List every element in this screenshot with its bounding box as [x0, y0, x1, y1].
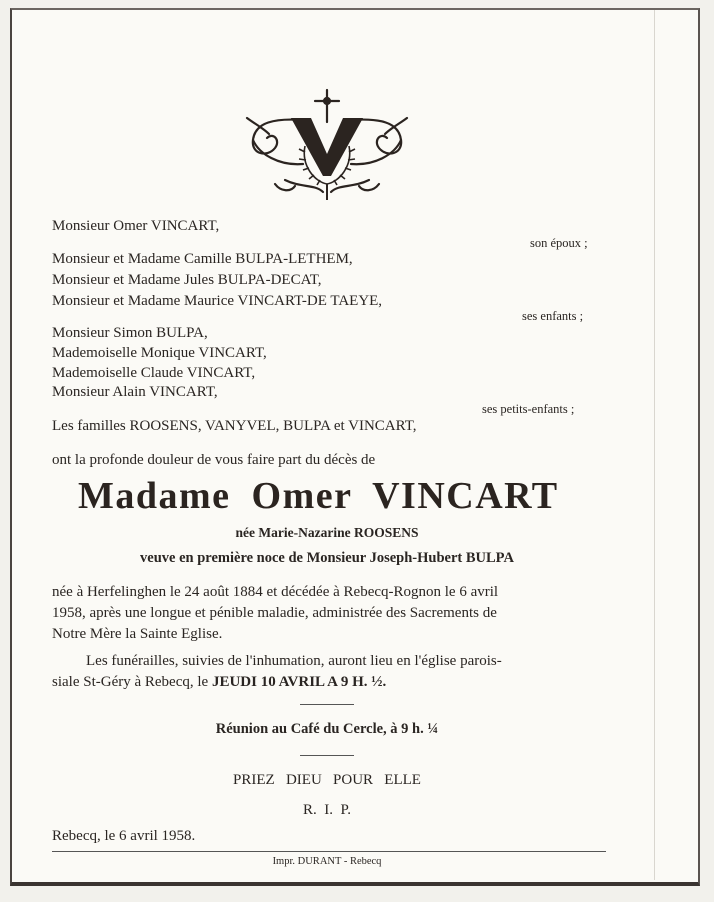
cross-monogram-emblem: [245, 88, 409, 204]
page-fold-line: [654, 10, 655, 880]
divider: [300, 704, 354, 705]
biography-line: née à Herfelinghen le 24 août 1884 et décédée à Rebecq-Rognon le 6 avril: [52, 584, 499, 600]
child-line: Monsieur et Madame Camille BULPA-LETHEM,: [52, 251, 353, 267]
funeral-paragraph: [52, 651, 608, 693]
child-line: Monsieur et Madame Maurice VINCART-DE TAEYE,: [52, 293, 383, 309]
grandchildren-role: ses petits-enfants ;: [482, 402, 575, 416]
funeral-location: siale St-Géry à Rebecq, le: [52, 674, 212, 690]
divider: [300, 755, 354, 756]
grandchild-line: Monsieur Simon BULPA,: [52, 325, 208, 341]
grandchild-line: Mademoiselle Claude VINCART,: [52, 365, 256, 381]
reunion-notice: Réunion au Café du Cercle, à 9 h. ¼: [215, 721, 439, 737]
maiden-name: née Marie-Nazarine ROOSENS: [235, 525, 419, 540]
footer-rule: [52, 851, 606, 852]
funeral-line: Les funérailles, suivies de l'inhumation, auront lieu en l'église parois-: [86, 653, 502, 669]
child-line: Monsieur et Madame Jules BULPA-DECAT,: [52, 272, 322, 288]
biography-line: Notre Mère la Sainte Eglise.: [52, 626, 223, 642]
place-date: Rebecq, le 6 avril 1958.: [52, 828, 196, 844]
rip-line: R. I. P.: [303, 802, 351, 818]
announcement-text: ont la profonde douleur de vous faire part du décès de: [52, 452, 376, 468]
widow-of: veuve en première noce de Monsieur Joseph-Hubert BULPA: [140, 550, 514, 566]
spouse-line: Monsieur Omer VINCART,: [52, 218, 220, 234]
spouse-role: son époux ;: [530, 236, 588, 250]
funeral-line: [52, 672, 608, 693]
biography-paragraph: [52, 582, 608, 645]
deceased-name: Madame Omer VINCART: [78, 475, 559, 517]
funeral-date-time: JEUDI 10 AVRIL A 9 H. ½.: [211, 674, 387, 690]
grandchild-line: Monsieur Alain VINCART,: [52, 384, 218, 400]
families-line: Les familles ROOSENS, VANYVEL, BULPA et VINCART,: [52, 418, 417, 434]
prayer-line: PRIEZ DIEU POUR ELLE: [233, 772, 421, 788]
biography-line: 1958, après une longue et pénible maladie, administrée des Sacrements de: [52, 605, 497, 621]
grandchild-line: Mademoiselle Monique VINCART,: [52, 345, 267, 361]
printer-credit: Impr. DURANT - Rebecq: [272, 856, 382, 867]
children-role: ses enfants ;: [522, 309, 584, 323]
